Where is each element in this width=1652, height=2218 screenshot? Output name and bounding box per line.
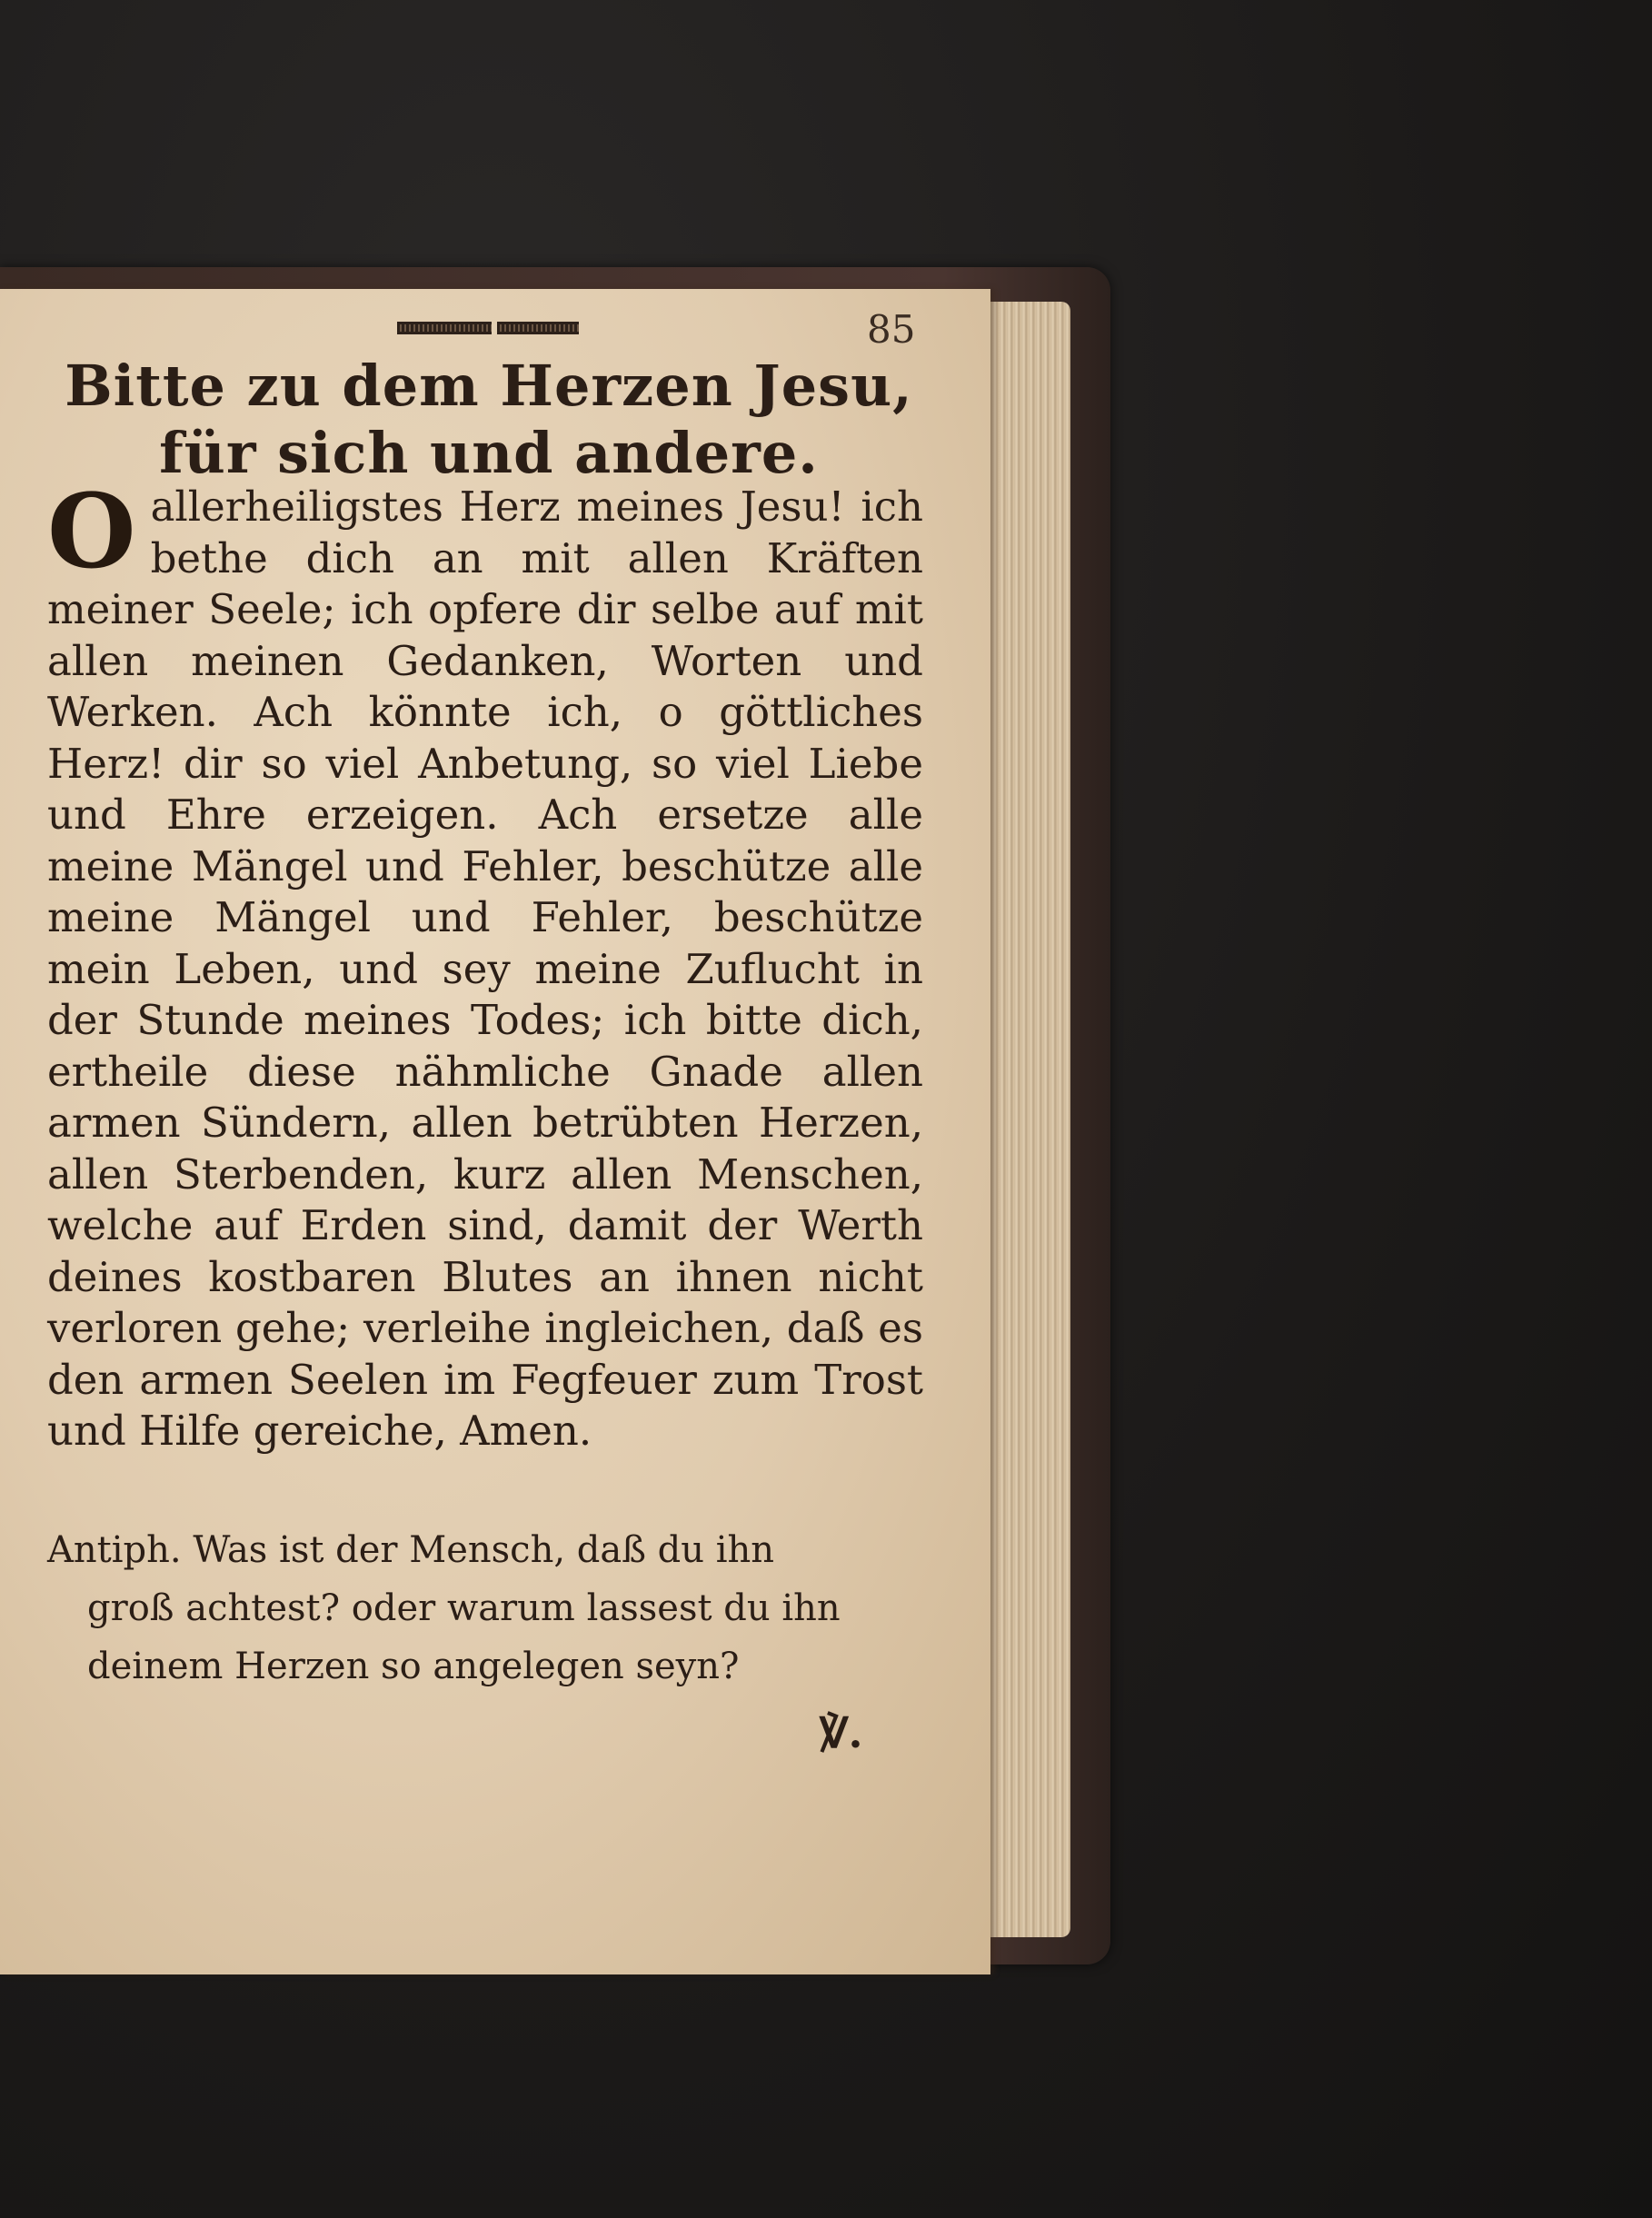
- page-number: 85: [867, 307, 916, 352]
- antiphon: [47, 1521, 911, 1696]
- header-ornament: [397, 322, 579, 334]
- page-content: [40, 289, 927, 1974]
- book-page: [0, 289, 990, 1974]
- ornament-bar: [397, 322, 492, 334]
- page-title: Bitte zu dem Herzen Jesu, für sich und andere.: [65, 353, 913, 486]
- drop-cap: O: [47, 472, 136, 592]
- ornament-bar: [497, 322, 579, 334]
- prayer-body: allerheiligstes Herz meines Jesu! ich bethe dich an mit allen Kräften meiner Seele; ich opfere dir selbe auf mit allen meinen Gedanken, Worten und Werken. Ach könnte ich, o göttliches Herz! dir so viel Anbetung, so viel Liebe und Ehre erzeigen. Ach ersetze alle meine Mängel und Fehler, beschütze alle meine Mängel und Fehler, beschütze mein Leben, und sey meine Zuflucht in der Stunde meines Todes; ich bitte dich, ertheile diese nähmliche Gnade allen armen Sündern, allen betrübten Herzen, allen Sterbenden, kurz allen Menschen, welche auf Erden sind, damit der Werth deines kostbaren Blutes an ihnen nicht verloren gehe; verleihe ingleichen, daß es den armen Seelen im Fegfeuer zum Trost und Hilfe gereiche, Amen.: [47, 482, 923, 1455]
- versicle-mark: ℣.: [820, 1708, 863, 1757]
- antiphon-continuation: groß achtest? oder warum lassest du ihn deinem Herzen so angelegen seyn?: [87, 1587, 841, 1687]
- prayer-text: [47, 472, 923, 1457]
- antiphon-first-line: Antiph. Was ist der Mensch, daß du ihn: [47, 1529, 775, 1571]
